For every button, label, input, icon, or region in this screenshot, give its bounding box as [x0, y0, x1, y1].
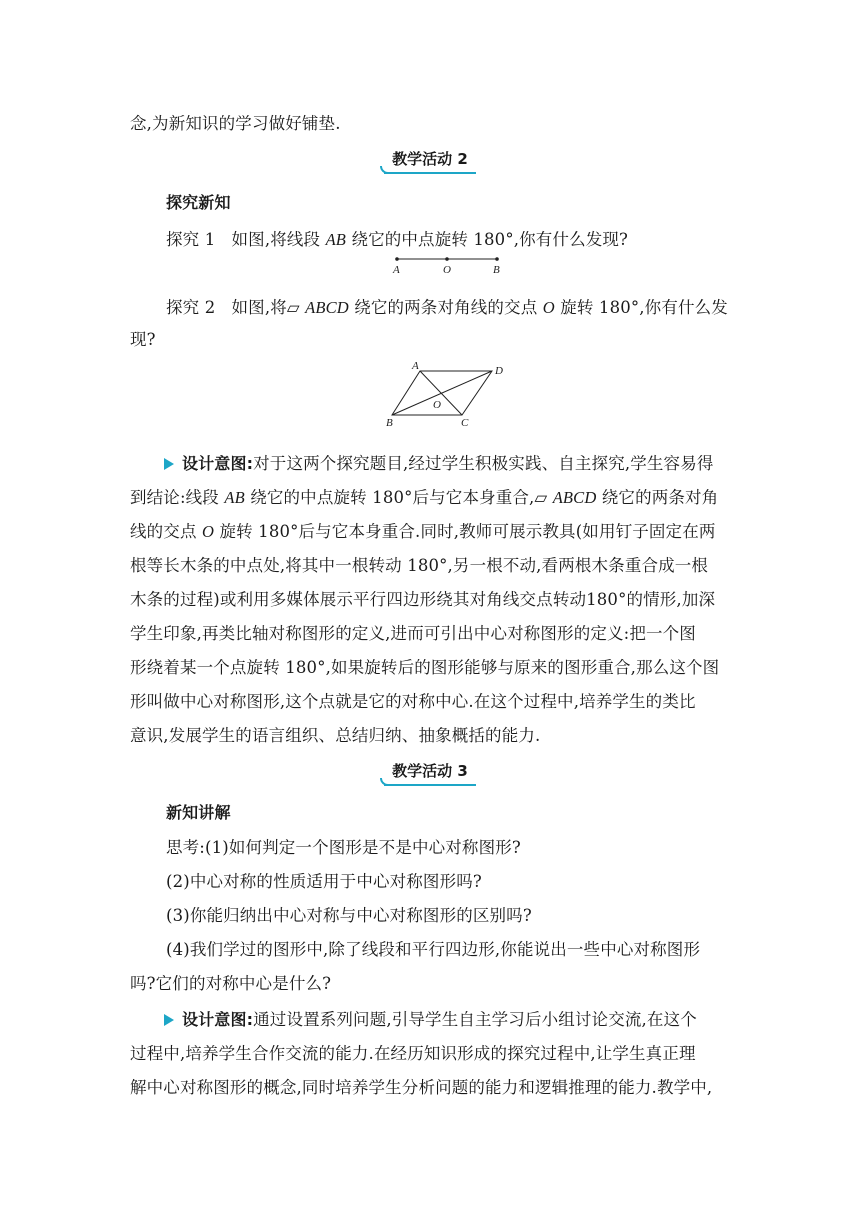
explore2-text-a: 如图,将▱ — [231, 298, 306, 317]
explore2-label: 探究 2 — [166, 298, 216, 317]
point-o — [445, 257, 449, 261]
explore2-text-b: 绕它的两条对角线的交点 — [348, 298, 543, 317]
design-intent-2-line1 — [164, 450, 714, 474]
explore1-text-a: 如图,将线段 — [231, 230, 326, 249]
design-intent-2-line4: 根等长木条的中点处,将其中一根转动 180°,另一根不动,看两根木条重合成一根 — [130, 556, 709, 575]
intro-tail: 念,为新知识的学习做好铺垫. — [130, 114, 341, 133]
explore1-line — [166, 226, 628, 250]
activity3-heading — [0, 760, 860, 784]
label-d: D — [495, 365, 503, 377]
question-2: (2)中心对称的性质适用于中心对称图形吗? — [166, 872, 482, 891]
design-intent-2-line2 — [130, 484, 718, 508]
explore2-point-name: O — [542, 298, 555, 317]
label-o: O — [443, 264, 451, 276]
design-intent-3-line3: 解中心对称图形的概念,同时培养学生分析问题的能力和逻辑推理的能力.教学中, — [130, 1078, 713, 1097]
activity2-section-title: 探究新知 — [166, 193, 231, 212]
design-intent-2-text1: 对于这两个探究题目,经过学生积极实践、自主探究,学生容易得 — [253, 454, 714, 473]
question-4-line2: 吗?它们的对称中心是什么? — [130, 974, 332, 993]
design-intent-2-line8: 形叫做中心对称图形,这个点就是它的对称中心.在这个过程中,培养学生的类比 — [130, 692, 696, 711]
label-b: B — [386, 417, 393, 429]
point-a — [395, 257, 399, 261]
design-intent-2-text2b: 绕它的中点旋转 180°后与它本身重合,▱ — [244, 488, 553, 507]
design-intent-label: 设计意图: — [182, 454, 254, 473]
design-intent-2-text3a: 线的交点 — [130, 522, 202, 541]
segment-figure — [388, 252, 508, 278]
question-4-line1: (4)我们学过的图形中,除了线段和平行四边形,你能说出一些中心对称图形 — [166, 940, 701, 959]
activity2-heading — [0, 148, 860, 172]
play-triangle-icon — [164, 458, 174, 470]
design-intent-2-line3 — [130, 518, 716, 542]
explore1-segment-name: AB — [325, 230, 347, 249]
design-intent-2-text2a: 到结论:线段 — [130, 488, 225, 507]
label-a: A — [393, 264, 400, 276]
design-intent-2-text2c: 绕它的两条对角 — [596, 488, 719, 507]
design-intent-2-segment: AB — [224, 488, 245, 507]
design-intent-2-point: O — [202, 522, 215, 541]
label-b: B — [493, 264, 500, 276]
design-intent-2-line7: 形绕着某一个点旋转 180°,如果旋转后的图形能够与原来的图形重合,那么这个图 — [130, 658, 720, 677]
explore2-line2: 现? — [130, 330, 156, 349]
label-o: O — [433, 399, 441, 411]
design-intent-2-line9: 意识,发展学生的语言组织、总结归纳、抽象概括的能力. — [130, 726, 541, 745]
explore1-label: 探究 1 — [166, 230, 216, 249]
label-a: A — [412, 360, 419, 372]
design-intent-3-text1: 通过设置系列问题,引导学生自主学习后小组讨论交流,在这个 — [253, 1010, 697, 1029]
label-c: C — [461, 417, 469, 429]
explore1-text-b: 绕它的中点旋转 180°,你有什么发现? — [346, 230, 629, 249]
explore2-line — [166, 294, 728, 318]
design-intent-label: 设计意图: — [182, 1010, 254, 1029]
question-3: (3)你能归纳出中心对称与中心对称图形的区别吗? — [166, 906, 532, 925]
design-intent-3-line1 — [164, 1006, 697, 1030]
design-intent-3-line2: 过程中,培养学生合作交流的能力.在经历知识形成的探究过程中,让学生真正理 — [130, 1044, 696, 1063]
activity3-section-title: 新知讲解 — [166, 803, 231, 822]
question-1: 思考:(1)如何判定一个图形是不是中心对称图形? — [166, 838, 521, 857]
design-intent-2-line6: 学生印象,再类比轴对称图形的定义,进而可引出中心对称图形的定义:把一个图 — [130, 624, 696, 643]
explore2-text-c: 旋转 180°,你有什么发 — [554, 298, 728, 317]
play-triangle-icon — [164, 1014, 174, 1026]
design-intent-2-text3b: 旋转 180°后与它本身重合.同时,教师可展示教具(如用钉子固定在两 — [214, 522, 716, 541]
design-intent-2-parallelogram: ABCD — [552, 488, 597, 507]
design-intent-2-line5: 木条的过程)或利用多媒体展示平行四边形绕其对角线交点转动180°的情形,加深 — [130, 590, 716, 609]
activity3-heading-text: 教学活动 3 — [392, 762, 468, 780]
parallelogram-figure — [380, 358, 510, 430]
activity2-heading-text: 教学活动 2 — [392, 150, 468, 168]
point-b — [495, 257, 499, 261]
explore2-parallelogram-name: ABCD — [305, 298, 349, 317]
